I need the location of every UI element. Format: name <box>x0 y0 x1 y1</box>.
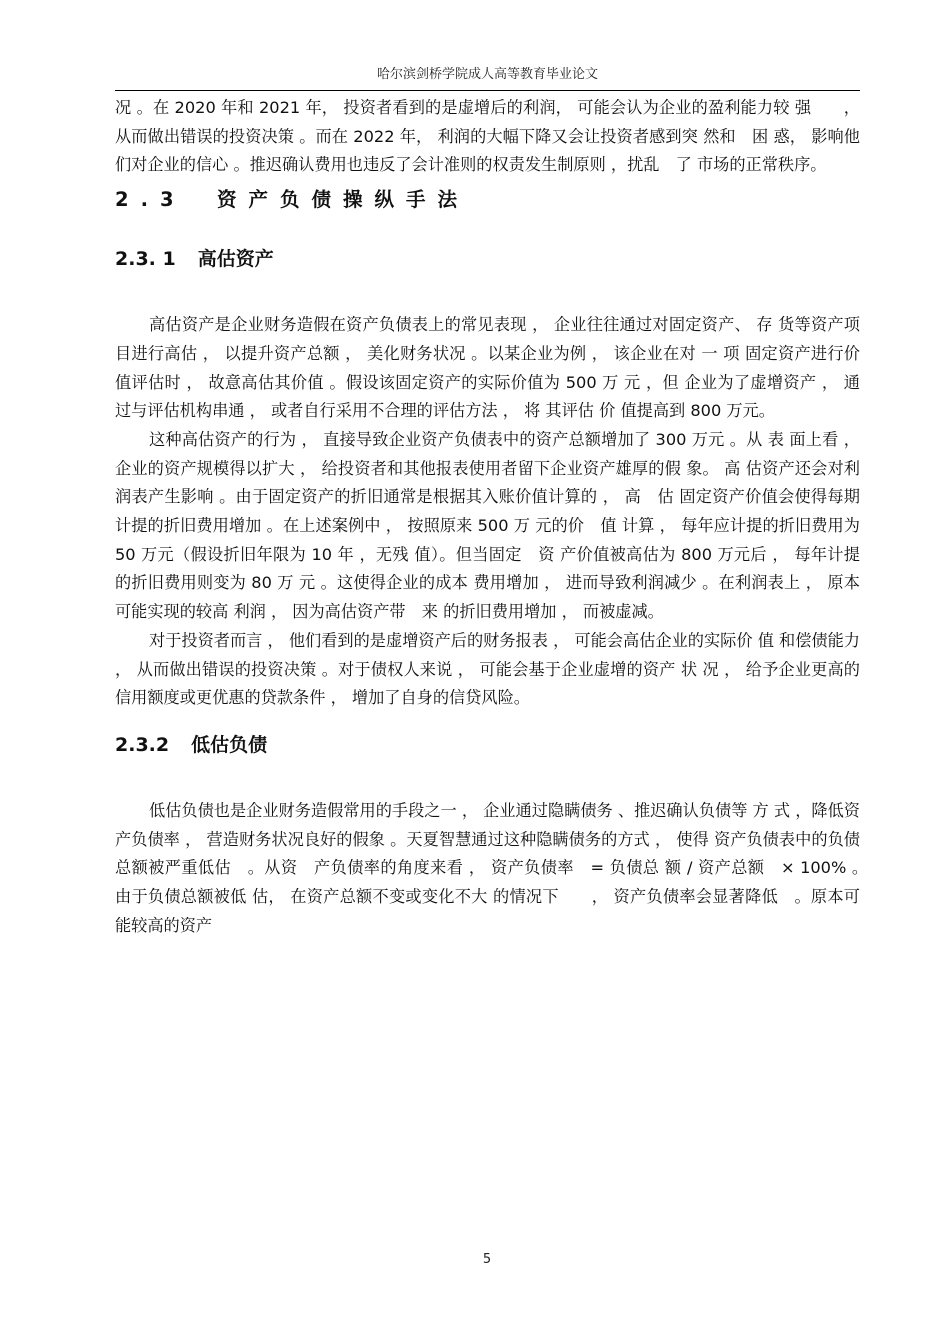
paragraph-overvalued-assets-stakeholders: 对于投资者而言 ， 他们看到的是虚增资产后的财务报表 ， 可能会高估企业的实际价 值 和偿债能力 ， 从而做出错误的投资决策 。对于债权人来说 ， 可能会基于企业虚增的资产 状 况 ， 给予企业更高的信用额度或更优惠的贷款条件 ， 增加了自身的信贷风险。 <box>115 630 860 708</box>
paragraph-undervalued-liabilities: 低估负债也是企业财务造假常用的手段之一 ， 企业通过隐瞒债务 、推迟确认负债等 方 式 ，降低资产负债率 ， 营造财务状况良好的假象 。天夏智慧通过这种隐瞒债务的方式 ， 使得 资产负债表中的负债总额被严重低估 。从资 产负债率的角度来看 ， 资产负债率 = 负债总 额 / 资产总额 × 100% 。 由于负债总额被低 估， 在资产总额不变或变化不大 的情况下 ， 资产负债率会显著降低 。原本可能较高的资产 <box>115 800 877 935</box>
subsection-title: 高估资产 <box>197 248 274 271</box>
paragraph-continuation: 况 。在 2020 年和 2021 年， 投资者看到的是虚增后的利润， 可能会认为企业的盈利能力较 强 ， 从而做出错误的投资决策 。而在 2022 年， 利润的大幅下降又会让投资者感到突 然和 困 惑， 影响他们对企业的信心 。推迟确认费用也违反了会计准则的权责发生制原则 ，扰乱 了 市场的正常秩序。 <box>115 98 860 175</box>
document-body <box>115 94 877 940</box>
paragraph-overvalued-assets-intro: 高估资产是企业财务造假在资产负债表上的常见表现 ， 企业往往通过对固定资产、 存 货等资产项目进行高估 ， 以提升资产总额 ， 美化财务状况 。以某企业为例 ， 该企业在对 一 项 固定资产进行价值评估时 ， 故意高估其价值 。假设该固定资产的实际价值为 500 万 元 ，但 企业为了虚增资产 ， 通过与评估机构串通 ， 或者自行采用不合理的评估方法 ， 将 其评估 价 值提高到 800 万元。 <box>115 315 860 421</box>
page-number: 5 <box>482 1252 492 1267</box>
subsection-number: 2.3. 1 <box>115 248 176 271</box>
page-header: 哈尔滨剑桥学院成人高等教育毕业论文 <box>376 67 598 82</box>
subsection-title: 低估负债 <box>191 733 268 756</box>
header-divider <box>115 90 860 91</box>
subsection-number: 2.3.2 <box>115 733 170 756</box>
paragraph-overvalued-assets-impact: 这种高估资产的行为 ， 直接导致企业资产负债表中的资产总额增加了 300 万元 。从 表 面上看 ， 企业的资产规模得以扩大 ， 给投资者和其他报表使用者留下企业资产雄厚的假 象。 高 估资产还会对利润表产生影响 。由于固定资产的折旧通常是根据其入账价值计算的 ， 高 估 固定资产价值会使得每期计提的折旧费用增加 。在上述案例中 ， 按照原来 500 万 元的价 值 计算 ， 每年应计提的折旧费用为 50 万元（假设折旧年限为 10 年 ，无残 值）。但当固定 资 产价值被高估为 800 万元后 ， 每年计提的折旧费用则变为 80 万 元 。这使得企业的成本 费用增加 ， 进而导致利润减少 。在利润表上 ， 原本可能实现的较高 利润 ， 因为高估资产带 来 的折旧费用增加 ， 而被虚减。 <box>115 429 860 622</box>
subsection-heading-2-3-1 <box>115 245 860 273</box>
subsection-heading-2-3-2 <box>115 731 860 759</box>
section-heading-2-3: 2.3 资产负债操纵手法 <box>115 188 470 212</box>
